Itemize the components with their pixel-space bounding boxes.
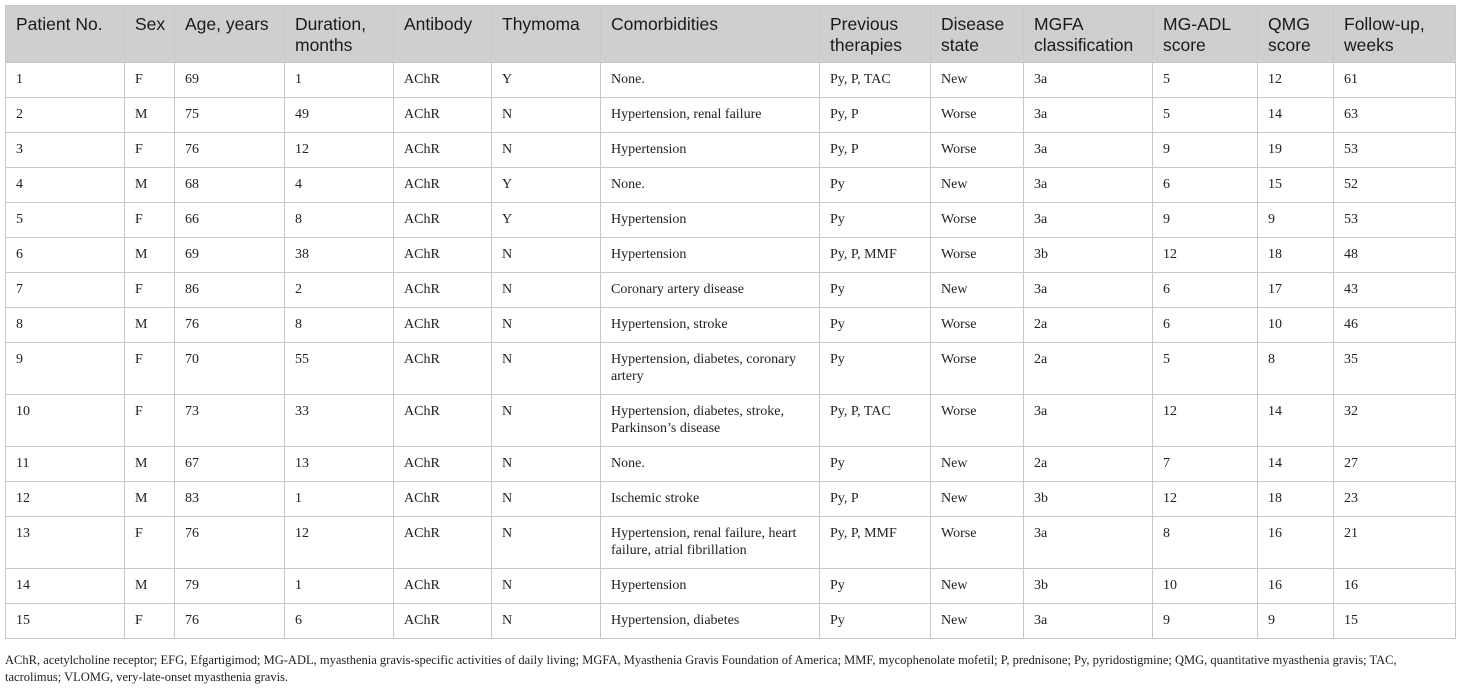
cell-antibody: AChR [394,133,492,168]
cell-previous-therapies: Py, P [820,98,931,133]
cell-antibody: AChR [394,308,492,343]
cell-disease-state: New [931,273,1024,308]
cell-follow-up: 16 [1334,569,1456,604]
cell-previous-therapies: Py, P, MMF [820,517,931,569]
cell-qmg: 18 [1258,238,1334,273]
cell-duration: 49 [285,98,394,133]
cell-qmg: 18 [1258,482,1334,517]
cell-mgfa: 3b [1024,569,1153,604]
cell-qmg: 19 [1258,133,1334,168]
cell-patient-no: 12 [6,482,125,517]
cell-mgfa: 3a [1024,273,1153,308]
cell-thymoma: Y [492,63,601,98]
cell-duration: 1 [285,569,394,604]
cell-mgfa: 3b [1024,482,1153,517]
cell-follow-up: 27 [1334,447,1456,482]
table-row [6,343,1456,395]
cell-thymoma: N [492,395,601,447]
cell-qmg: 16 [1258,517,1334,569]
cell-sex: F [125,273,175,308]
cell-qmg: 15 [1258,168,1334,203]
cell-disease-state: New [931,447,1024,482]
cell-age: 70 [175,343,285,395]
cell-age: 83 [175,482,285,517]
cell-mg-adl: 9 [1153,133,1258,168]
table-row [6,517,1456,569]
cell-sex: F [125,343,175,395]
cell-sex: M [125,447,175,482]
cell-patient-no: 9 [6,343,125,395]
cell-mgfa: 3a [1024,63,1153,98]
cell-qmg: 9 [1258,203,1334,238]
cell-comorbidities: Hypertension [601,133,820,168]
cell-qmg: 14 [1258,98,1334,133]
cell-thymoma: Y [492,203,601,238]
table-row [6,98,1456,133]
cell-mg-adl: 6 [1153,308,1258,343]
cell-disease-state: New [931,482,1024,517]
cell-follow-up: 35 [1334,343,1456,395]
cell-age: 75 [175,98,285,133]
cell-disease-state: Worse [931,203,1024,238]
cell-duration: 6 [285,604,394,639]
cell-patient-no: 2 [6,98,125,133]
cell-mg-adl: 12 [1153,395,1258,447]
cell-antibody: AChR [394,569,492,604]
header-row [6,6,1456,63]
cell-age: 67 [175,447,285,482]
cell-antibody: AChR [394,395,492,447]
table-row [6,569,1456,604]
cell-previous-therapies: Py [820,343,931,395]
cell-previous-therapies: Py, P, TAC [820,395,931,447]
cell-previous-therapies: Py, P [820,482,931,517]
col-header-comorbidities: Comorbidities [601,6,820,63]
cell-thymoma: Y [492,168,601,203]
cell-age: 86 [175,273,285,308]
cell-qmg: 12 [1258,63,1334,98]
cell-sex: M [125,482,175,517]
cell-thymoma: N [492,569,601,604]
cell-thymoma: N [492,343,601,395]
cell-age: 66 [175,203,285,238]
cell-comorbidities: None. [601,447,820,482]
cell-mg-adl: 5 [1153,98,1258,133]
cell-mg-adl: 9 [1153,203,1258,238]
table-row [6,168,1456,203]
cell-thymoma: N [492,98,601,133]
cell-thymoma: N [492,308,601,343]
cell-comorbidities: Hypertension, diabetes [601,604,820,639]
cell-previous-therapies: Py [820,308,931,343]
cell-patient-no: 3 [6,133,125,168]
cell-antibody: AChR [394,273,492,308]
col-header-previous-therapies: Previous therapies [820,6,931,63]
cell-disease-state: Worse [931,395,1024,447]
col-header-disease-state: Disease state [931,6,1024,63]
cell-disease-state: New [931,168,1024,203]
cell-age: 76 [175,604,285,639]
cell-mg-adl: 5 [1153,63,1258,98]
cell-previous-therapies: Py [820,273,931,308]
cell-age: 69 [175,63,285,98]
cell-follow-up: 43 [1334,273,1456,308]
cell-antibody: AChR [394,604,492,639]
cell-comorbidities: Hypertension, stroke [601,308,820,343]
cell-comorbidities: Hypertension, diabetes, stroke, Parkinson’s disease [601,395,820,447]
cell-disease-state: Worse [931,133,1024,168]
cell-duration: 8 [285,308,394,343]
cell-patient-no: 11 [6,447,125,482]
patient-table-container [5,5,1455,639]
cell-sex: M [125,569,175,604]
cell-antibody: AChR [394,203,492,238]
col-header-qmg: QMG score [1258,6,1334,63]
cell-duration: 12 [285,133,394,168]
cell-sex: M [125,308,175,343]
cell-mgfa: 3a [1024,203,1153,238]
cell-mg-adl: 6 [1153,168,1258,203]
cell-follow-up: 32 [1334,395,1456,447]
cell-age: 76 [175,308,285,343]
table-footnote: AChR, acetylcholine receptor; EFG, Efgartigimod; MG-ADL, myasthenia gravis-specific activities of daily living; MGFA, Myasthenia Gravis Foundation of America; MMF, mycophenolate mofetil; P, prednisone; Py, pyridostigmine; QMG, quantitative myasthenia gravis; TAC, tacrolimus; VLOMG, very-late-onset myasthenia gravis. [5,653,1397,684]
cell-thymoma: N [492,447,601,482]
cell-antibody: AChR [394,447,492,482]
cell-sex: F [125,395,175,447]
cell-follow-up: 53 [1334,133,1456,168]
cell-mg-adl: 7 [1153,447,1258,482]
cell-patient-no: 15 [6,604,125,639]
cell-disease-state: Worse [931,98,1024,133]
cell-qmg: 14 [1258,395,1334,447]
col-header-thymoma: Thymoma [492,6,601,63]
col-header-sex: Sex [125,6,175,63]
cell-qmg: 14 [1258,447,1334,482]
cell-comorbidities: Hypertension, diabetes, coronary artery [601,343,820,395]
col-header-follow-up: Follow-up, weeks [1334,6,1456,63]
cell-previous-therapies: Py [820,604,931,639]
col-header-mgfa: MGFA classification [1024,6,1153,63]
cell-disease-state: Worse [931,308,1024,343]
cell-age: 68 [175,168,285,203]
cell-antibody: AChR [394,63,492,98]
col-header-antibody: Antibody [394,6,492,63]
table-row [6,63,1456,98]
cell-mgfa: 3a [1024,98,1153,133]
cell-qmg: 16 [1258,569,1334,604]
table-row [6,447,1456,482]
cell-thymoma: N [492,238,601,273]
cell-follow-up: 48 [1334,238,1456,273]
cell-thymoma: N [492,517,601,569]
cell-duration: 2 [285,273,394,308]
cell-mg-adl: 5 [1153,343,1258,395]
col-header-duration: Duration, months [285,6,394,63]
cell-qmg: 8 [1258,343,1334,395]
cell-age: 76 [175,133,285,168]
cell-sex: M [125,98,175,133]
cell-age: 69 [175,238,285,273]
cell-patient-no: 4 [6,168,125,203]
cell-mgfa: 2a [1024,308,1153,343]
cell-qmg: 10 [1258,308,1334,343]
cell-comorbidities: Hypertension, renal failure, heart failure, atrial fibrillation [601,517,820,569]
col-header-age: Age, years [175,6,285,63]
cell-previous-therapies: Py [820,168,931,203]
cell-patient-no: 5 [6,203,125,238]
col-header-mg-adl: MG-ADL score [1153,6,1258,63]
cell-mgfa: 3a [1024,133,1153,168]
cell-duration: 8 [285,203,394,238]
cell-antibody: AChR [394,517,492,569]
col-header-patient-no: Patient No. [6,6,125,63]
cell-mg-adl: 10 [1153,569,1258,604]
patient-characteristics-table [5,5,1456,639]
cell-follow-up: 63 [1334,98,1456,133]
cell-duration: 55 [285,343,394,395]
cell-patient-no: 8 [6,308,125,343]
cell-comorbidities: Coronary artery disease [601,273,820,308]
cell-thymoma: N [492,482,601,517]
table-row [6,308,1456,343]
cell-mgfa: 2a [1024,447,1153,482]
cell-antibody: AChR [394,168,492,203]
cell-follow-up: 15 [1334,604,1456,639]
table-row [6,395,1456,447]
cell-previous-therapies: Py, P, TAC [820,63,931,98]
cell-mg-adl: 8 [1153,517,1258,569]
cell-age: 76 [175,517,285,569]
cell-mg-adl: 12 [1153,238,1258,273]
cell-comorbidities: Hypertension, renal failure [601,98,820,133]
cell-follow-up: 61 [1334,63,1456,98]
cell-patient-no: 14 [6,569,125,604]
cell-thymoma: N [492,273,601,308]
cell-antibody: AChR [394,482,492,517]
cell-follow-up: 53 [1334,203,1456,238]
cell-sex: F [125,203,175,238]
cell-previous-therapies: Py [820,569,931,604]
cell-age: 79 [175,569,285,604]
cell-mgfa: 3b [1024,238,1153,273]
cell-sex: M [125,238,175,273]
cell-sex: M [125,168,175,203]
cell-mg-adl: 12 [1153,482,1258,517]
cell-disease-state: Worse [931,238,1024,273]
cell-sex: F [125,517,175,569]
cell-age: 73 [175,395,285,447]
cell-duration: 38 [285,238,394,273]
cell-previous-therapies: Py [820,203,931,238]
cell-mgfa: 3a [1024,604,1153,639]
table-row [6,482,1456,517]
cell-mgfa: 3a [1024,517,1153,569]
cell-disease-state: Worse [931,343,1024,395]
cell-duration: 12 [285,517,394,569]
cell-follow-up: 21 [1334,517,1456,569]
cell-mg-adl: 9 [1153,604,1258,639]
cell-follow-up: 23 [1334,482,1456,517]
cell-patient-no: 13 [6,517,125,569]
cell-patient-no: 10 [6,395,125,447]
cell-comorbidities: Ischemic stroke [601,482,820,517]
cell-antibody: AChR [394,98,492,133]
table-row [6,273,1456,308]
cell-sex: F [125,604,175,639]
cell-comorbidities: None. [601,168,820,203]
cell-duration: 33 [285,395,394,447]
cell-antibody: AChR [394,343,492,395]
cell-duration: 1 [285,482,394,517]
cell-duration: 4 [285,168,394,203]
cell-disease-state: New [931,604,1024,639]
cell-patient-no: 6 [6,238,125,273]
cell-disease-state: New [931,63,1024,98]
cell-thymoma: N [492,604,601,639]
cell-previous-therapies: Py, P [820,133,931,168]
cell-sex: F [125,133,175,168]
table-row [6,203,1456,238]
cell-comorbidities: None. [601,63,820,98]
cell-comorbidities: Hypertension [601,238,820,273]
cell-mgfa: 3a [1024,168,1153,203]
cell-patient-no: 7 [6,273,125,308]
cell-thymoma: N [492,133,601,168]
cell-mg-adl: 6 [1153,273,1258,308]
cell-disease-state: New [931,569,1024,604]
cell-disease-state: Worse [931,517,1024,569]
table-row [6,133,1456,168]
cell-qmg: 17 [1258,273,1334,308]
cell-previous-therapies: Py, P, MMF [820,238,931,273]
cell-duration: 1 [285,63,394,98]
cell-mgfa: 3a [1024,395,1153,447]
cell-sex: F [125,63,175,98]
cell-mgfa: 2a [1024,343,1153,395]
cell-qmg: 9 [1258,604,1334,639]
cell-follow-up: 52 [1334,168,1456,203]
cell-previous-therapies: Py [820,447,931,482]
table-row [6,604,1456,639]
cell-duration: 13 [285,447,394,482]
cell-antibody: AChR [394,238,492,273]
cell-patient-no: 1 [6,63,125,98]
cell-follow-up: 46 [1334,308,1456,343]
table-row [6,238,1456,273]
cell-comorbidities: Hypertension [601,203,820,238]
cell-comorbidities: Hypertension [601,569,820,604]
